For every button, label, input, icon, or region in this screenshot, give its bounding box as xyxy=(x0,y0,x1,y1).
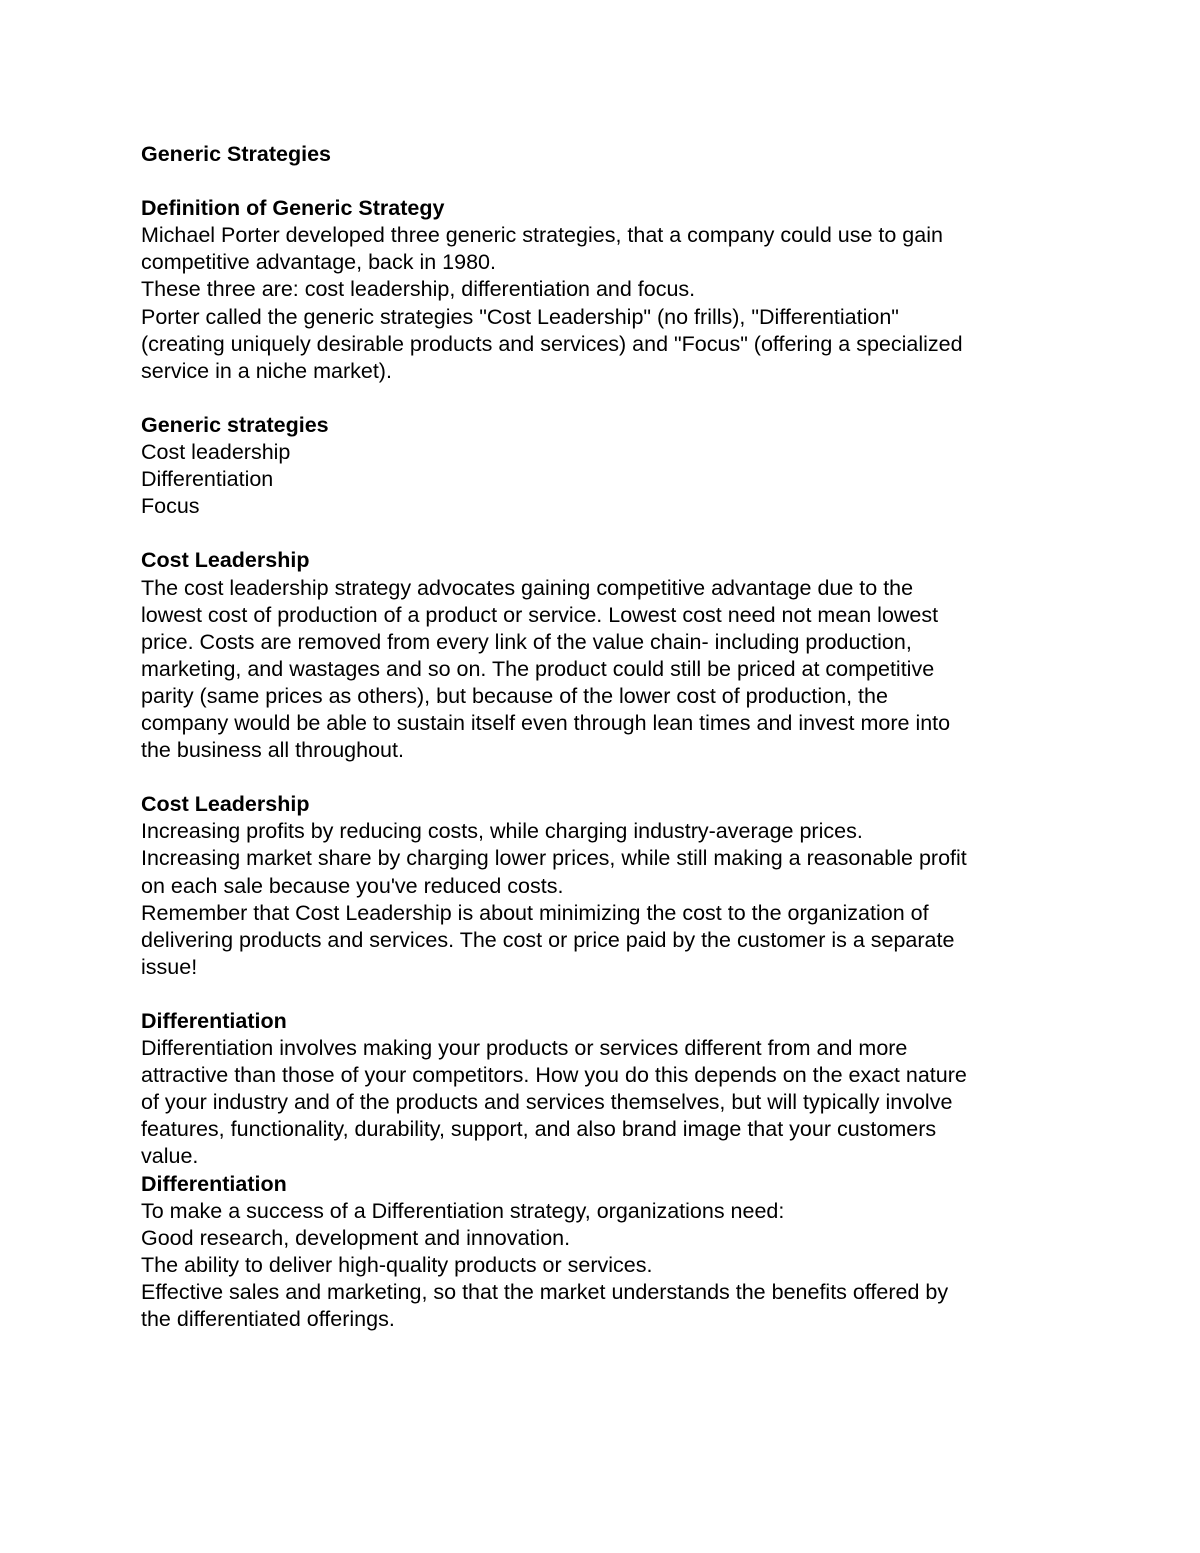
paragraph-line: on each sale because you've reduced costs. xyxy=(141,873,564,898)
paragraph-line: value. xyxy=(141,1144,199,1169)
spacer xyxy=(141,520,1061,547)
section-heading-differentiation-2: Differentiation xyxy=(141,1171,287,1196)
paragraph-line: marketing, and wastages and so on. The product could still be priced at competitive xyxy=(141,656,935,681)
section-heading-definition: Definition of Generic Strategy xyxy=(141,196,445,221)
paragraph-line: attractive than those of your competitors. How you do this depends on the exact nature xyxy=(141,1063,967,1088)
paragraph-line: features, functionality, durability, support, and also brand image that your customers xyxy=(141,1117,937,1142)
section-heading-cost-leadership-2: Cost Leadership xyxy=(141,792,310,817)
paragraph-line: These three are: cost leadership, differentiation and focus. xyxy=(141,277,696,302)
paragraph-line: Increasing profits by reducing costs, while charging industry-average prices. xyxy=(141,819,863,844)
document-title: Generic Strategies xyxy=(141,142,332,166)
spacer xyxy=(141,168,1061,195)
paragraph-line: service in a niche market). xyxy=(141,358,392,383)
spacer xyxy=(141,764,1061,791)
paragraph-line: Remember that Cost Leadership is about minimizing the cost to the organization of xyxy=(141,900,929,925)
paragraph-line: lowest cost of production of a product or service. Lowest cost need not mean lowest xyxy=(141,602,939,627)
paragraph-line: of your industry and of the products and services themselves, but will typically involve xyxy=(141,1090,953,1115)
list-item: Cost leadership xyxy=(141,440,291,465)
paragraph-line: Michael Porter developed three generic strategies, that a company could use to gain xyxy=(141,223,943,248)
spacer xyxy=(141,385,1061,412)
paragraph-line: the differentiated offerings. xyxy=(141,1307,395,1332)
paragraph-line: competitive advantage, back in 1980. xyxy=(141,250,496,275)
spacer xyxy=(141,981,1061,1008)
paragraph-line: price. Costs are removed from every link of the value chain- including production, xyxy=(141,629,912,654)
section-heading-generic-strategies: Generic strategies xyxy=(141,412,329,437)
paragraph-line: the business all throughout. xyxy=(141,738,404,763)
paragraph-line: To make a success of a Differentiation strategy, organizations need: xyxy=(141,1198,785,1223)
paragraph-line: company would be able to sustain itself even through lean times and invest more into xyxy=(141,710,951,735)
paragraph-line: (creating uniquely desirable products and services) and "Focus" (offering a specialized xyxy=(141,331,963,356)
paragraph-line: Increasing market share by charging lower prices, while still making a reasonable profit xyxy=(141,846,967,871)
paragraph-line: Porter called the generic strategies "Cost Leadership" (no frills), "Differentiation" xyxy=(141,304,899,329)
section-heading-cost-leadership: Cost Leadership xyxy=(141,548,310,573)
list-item: Focus xyxy=(141,494,200,519)
list-item: Differentiation xyxy=(141,467,274,492)
paragraph-line: delivering products and services. The cost or price paid by the customer is a separate xyxy=(141,927,955,952)
paragraph-line: The ability to deliver high-quality products or services. xyxy=(141,1252,653,1277)
document-page xyxy=(141,141,1061,1333)
paragraph-line: The cost leadership strategy advocates gaining competitive advantage due to the xyxy=(141,575,914,600)
paragraph-line: issue! xyxy=(141,954,198,979)
paragraph-line: Good research, development and innovation. xyxy=(141,1225,571,1250)
paragraph-line: Effective sales and marketing, so that the market understands the benefits offered by xyxy=(141,1279,949,1304)
paragraph-line: Differentiation involves making your products or services different from and more xyxy=(141,1036,908,1061)
paragraph-line: parity (same prices as others), but because of the lower cost of production, the xyxy=(141,683,888,708)
section-heading-differentiation: Differentiation xyxy=(141,1009,287,1033)
